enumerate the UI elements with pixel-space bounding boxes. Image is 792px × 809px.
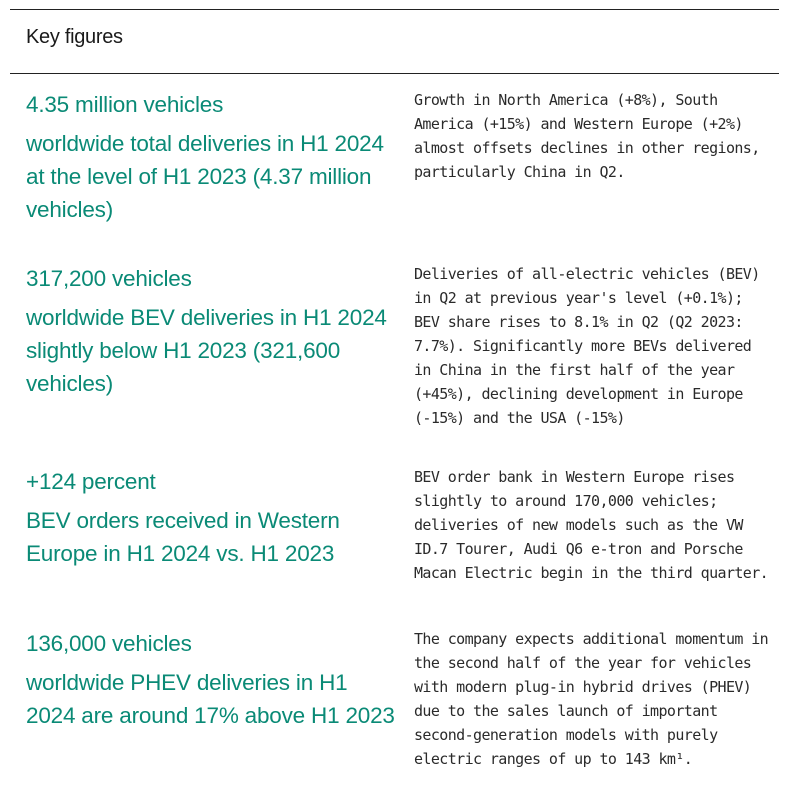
header-rule (10, 73, 779, 74)
figure-headline: 317,200 vehicles (26, 266, 192, 291)
figure-description: Deliveries of all-electric vehicles (BEV) in Q2 at previous year's level (+0.1%); BEV share rises to 8.1% in Q2 (Q2 2023: 7.7%). Significantly more BEVs delivered in China in the first half of the year (+45%), declining development in Europe (-15%) and the USA (-15%) (414, 265, 760, 427)
key-figure (26, 88, 396, 226)
figure-description: The company expects additional momentum in the second half of the year for vehicles with modern plug-in hybrid drives (PHEV) due to the sales launch of important second-generation models with purely electric ranges of up to 143 km¹. (414, 630, 769, 768)
figure-caption: worldwide total deliveries in H1 2024 at the level of H1 2023 (4.37 million vehicles) (26, 131, 384, 222)
figure-description: BEV order bank in Western Europe rises slightly to around 170,000 vehicles; deliveries of new models such as the VW ID.7 Tourer, Audi Q6 e-tron and Porsche Macan Electric begin in the third quarter. (414, 468, 769, 582)
key-figure (26, 627, 396, 732)
figure-headline: +124 percent (26, 469, 156, 494)
top-rule (10, 9, 779, 10)
figure-headline: 4.35 million vehicles (26, 92, 224, 117)
figure-headline: 136,000 vehicles (26, 631, 192, 656)
figure-description: Growth in North America (+8%), South America (+15%) and Western Europe (+2%) almost offsets declines in other regions, particularly China in Q2. (414, 91, 760, 181)
key-figure (26, 465, 396, 570)
figure-caption: BEV orders received in Western Europe in H1 2024 vs. H1 2023 (26, 508, 340, 566)
figure-caption: worldwide PHEV deliveries in H1 2024 are around 17% above H1 2023 (26, 670, 395, 728)
section-title: Key figures (26, 26, 123, 48)
figure-caption: worldwide BEV deliveries in H1 2024 slightly below H1 2023 (321,600 vehicles) (26, 305, 387, 396)
key-figure (26, 262, 396, 400)
